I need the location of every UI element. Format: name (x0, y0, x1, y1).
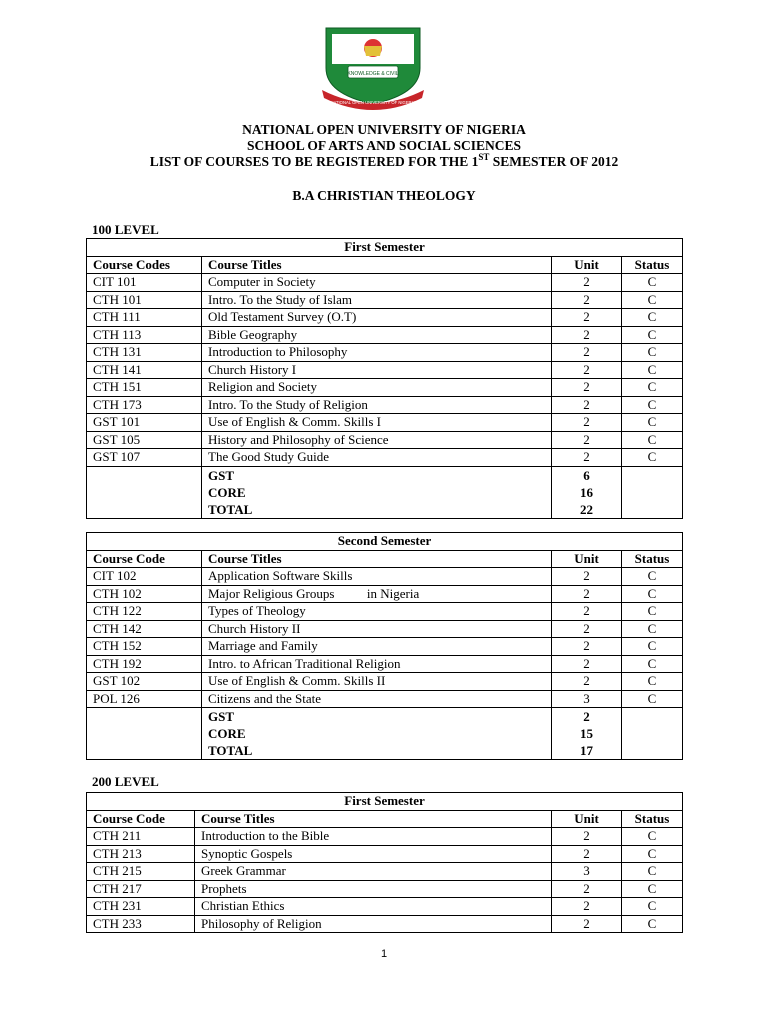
course-title: Church History II (202, 620, 552, 638)
course-unit: 2 (552, 274, 622, 292)
totals-value: 16 (580, 484, 593, 500)
col-header-unit: Unit (552, 256, 622, 274)
course-title: Church History I (202, 361, 552, 379)
col-header-code: Course Codes (87, 256, 202, 274)
course-status: C (622, 828, 683, 846)
course-code: POL 126 (87, 690, 202, 708)
course-title: Application Software Skills (202, 568, 552, 586)
course-title: Types of Theology (202, 603, 552, 621)
course-code: CTH 101 (87, 291, 202, 309)
totals-value: 17 (580, 743, 593, 758)
course-row (87, 414, 683, 432)
course-code: GST 102 (87, 673, 202, 691)
course-title: The Good Study Guide (202, 449, 552, 467)
course-code: CTH 192 (87, 655, 202, 673)
course-unit: 2 (552, 361, 622, 379)
col-header-title: Course Titles (202, 550, 552, 568)
course-code: GST 105 (87, 431, 202, 449)
course-row (87, 361, 683, 379)
course-row (87, 309, 683, 327)
course-status: C (622, 638, 683, 656)
semester-heading: First Semester (87, 793, 683, 811)
col-header-status: Status (622, 810, 683, 828)
course-row (87, 673, 683, 691)
col-header-status: Status (622, 550, 683, 568)
course-row (87, 828, 683, 846)
totals-blank-cell (87, 708, 202, 760)
course-row (87, 915, 683, 933)
course-unit: 2 (552, 828, 622, 846)
col-header-status: Status (622, 256, 683, 274)
course-row (87, 690, 683, 708)
course-row (87, 620, 683, 638)
course-status: C (622, 309, 683, 327)
course-unit: 3 (552, 690, 622, 708)
logo-ribbon-text: NATIONAL OPEN UNIVERSITY OF NIGERIA (330, 100, 416, 105)
totals-blank-cell (87, 466, 202, 518)
course-row (87, 898, 683, 916)
course-title: Intro. To the Study of Islam (202, 291, 552, 309)
logo-motto: KNOWLEDGE & CIVIL (347, 71, 399, 77)
course-title: Philosophy of Religion (195, 915, 552, 933)
course-unit: 2 (552, 344, 622, 362)
totals-row (87, 708, 683, 760)
course-row (87, 845, 683, 863)
course-title: Old Testament Survey (O.T) (202, 309, 552, 327)
course-code: CTH 122 (87, 603, 202, 621)
course-status: C (622, 620, 683, 638)
course-title: Computer in Society (202, 274, 552, 292)
course-code: CTH 152 (87, 638, 202, 656)
course-title: Intro. To the Study of Religion (202, 396, 552, 414)
course-status: C (622, 431, 683, 449)
col-header-title: Course Titles (202, 256, 552, 274)
course-title: Bible Geography (202, 326, 552, 344)
semester-heading: First Semester (87, 239, 683, 257)
totals-label: TOTAL (208, 743, 253, 758)
university-crest-logo (318, 24, 428, 110)
level-200-title: 200 LEVEL (92, 774, 159, 789)
course-title: Intro. to African Traditional Religion (202, 655, 552, 673)
course-code: CTH 233 (87, 915, 195, 933)
course-status: C (622, 673, 683, 691)
totals-labels (202, 708, 552, 760)
course-code: CTH 215 (87, 863, 195, 881)
course-unit: 3 (552, 863, 622, 881)
course-unit: 2 (552, 603, 622, 621)
course-code: CTH 131 (87, 344, 202, 362)
semester-heading: Second Semester (87, 533, 683, 551)
col-header-code: Course Code (87, 810, 195, 828)
course-unit: 2 (552, 414, 622, 432)
course-row (87, 431, 683, 449)
level-100-title: 100 LEVEL (92, 222, 159, 237)
course-status: C (622, 690, 683, 708)
totals-value: 6 (583, 467, 590, 483)
course-unit: 2 (552, 898, 622, 916)
course-title: Christian Ethics (195, 898, 552, 916)
totals-blank-cell (622, 708, 683, 760)
course-title: Prophets (195, 880, 552, 898)
col-header-unit: Unit (552, 810, 622, 828)
course-title: Greek Grammar (195, 863, 552, 881)
header-school: SCHOOL OF ARTS AND SOCIAL SCIENCES (247, 138, 521, 153)
course-row (87, 655, 683, 673)
course-code: CTH 141 (87, 361, 202, 379)
course-status: C (622, 361, 683, 379)
course-unit: 2 (552, 638, 622, 656)
totals-value: 2 (583, 709, 590, 724)
course-status: C (622, 898, 683, 916)
course-status: C (622, 880, 683, 898)
course-code: CTH 173 (87, 396, 202, 414)
level-100-first-semester-table (86, 238, 683, 519)
course-row (87, 291, 683, 309)
course-unit: 2 (552, 673, 622, 691)
course-title: Use of English & Comm. Skills II (202, 673, 552, 691)
course-code: CTH 111 (87, 309, 202, 327)
col-header-code: Course Code (87, 550, 202, 568)
course-title: History and Philosophy of Science (202, 431, 552, 449)
course-status: C (622, 344, 683, 362)
course-title: Synoptic Gospels (195, 845, 552, 863)
course-row (87, 449, 683, 467)
course-unit: 2 (552, 620, 622, 638)
course-status: C (622, 396, 683, 414)
course-title: Introduction to the Bible (195, 828, 552, 846)
course-unit: 2 (552, 449, 622, 467)
course-status: C (622, 585, 683, 603)
course-status: C (622, 326, 683, 344)
totals-values (552, 466, 622, 518)
course-status: C (622, 863, 683, 881)
totals-blank-cell (622, 466, 683, 518)
course-title: Major Religious Groups in Nigeria (202, 585, 552, 603)
totals-label: GST (208, 467, 235, 483)
course-code: GST 101 (87, 414, 202, 432)
course-unit: 2 (552, 326, 622, 344)
totals-label: TOTAL (208, 501, 253, 517)
page-number: 1 (380, 948, 388, 960)
totals-row (87, 466, 683, 518)
course-status: C (622, 291, 683, 309)
course-unit: 2 (552, 845, 622, 863)
totals-values (552, 708, 622, 760)
totals-label: CORE (208, 484, 246, 500)
course-status: C (622, 915, 683, 933)
col-header-title: Course Titles (195, 810, 552, 828)
course-code: GST 107 (87, 449, 202, 467)
course-unit: 2 (552, 309, 622, 327)
course-unit: 2 (552, 655, 622, 673)
course-code: CIT 101 (87, 274, 202, 292)
course-unit: 2 (552, 915, 622, 933)
course-row (87, 880, 683, 898)
course-row (87, 326, 683, 344)
totals-value: 15 (580, 726, 593, 741)
course-unit: 2 (552, 379, 622, 397)
course-row (87, 603, 683, 621)
course-status: C (622, 655, 683, 673)
course-title: Citizens and the State (202, 690, 552, 708)
course-row (87, 379, 683, 397)
course-row (87, 568, 683, 586)
course-code: CIT 102 (87, 568, 202, 586)
course-unit: 2 (552, 291, 622, 309)
course-row (87, 274, 683, 292)
course-unit: 2 (552, 396, 622, 414)
course-code: CTH 217 (87, 880, 195, 898)
level-200-first-semester-table (86, 792, 683, 933)
course-row (87, 638, 683, 656)
course-status: C (622, 845, 683, 863)
course-code: CTH 113 (87, 326, 202, 344)
course-title: Introduction to Philosophy (202, 344, 552, 362)
programme-title: B.A CHRISTIAN THEOLOGY (292, 188, 476, 203)
course-title: Use of English & Comm. Skills I (202, 414, 552, 432)
course-title: Marriage and Family (202, 638, 552, 656)
course-row (87, 585, 683, 603)
course-unit: 2 (552, 568, 622, 586)
course-status: C (622, 568, 683, 586)
course-unit: 2 (552, 431, 622, 449)
course-status: C (622, 379, 683, 397)
course-row (87, 863, 683, 881)
course-unit: 2 (552, 585, 622, 603)
course-status: C (622, 603, 683, 621)
course-unit: 2 (552, 880, 622, 898)
course-status: C (622, 449, 683, 467)
course-row (87, 344, 683, 362)
totals-labels (202, 466, 552, 518)
totals-label: GST (208, 709, 235, 724)
header-list-title: LIST OF COURSES TO BE REGISTERED FOR THE 1ST SEMESTER OF 2012 (149, 152, 619, 169)
course-code: CTH 231 (87, 898, 195, 916)
totals-value: 22 (580, 501, 593, 517)
course-code: CTH 151 (87, 379, 202, 397)
header-university: NATIONAL OPEN UNIVERSITY OF NIGERIA (242, 122, 526, 137)
level-100-second-semester-table (86, 532, 683, 760)
col-header-unit: Unit (552, 550, 622, 568)
course-status: C (622, 414, 683, 432)
course-row (87, 396, 683, 414)
course-code: CTH 142 (87, 620, 202, 638)
totals-label: CORE (208, 726, 246, 741)
course-code: CTH 211 (87, 828, 195, 846)
course-code: CTH 213 (87, 845, 195, 863)
course-title: Religion and Society (202, 379, 552, 397)
course-code: CTH 102 (87, 585, 202, 603)
course-status: C (622, 274, 683, 292)
